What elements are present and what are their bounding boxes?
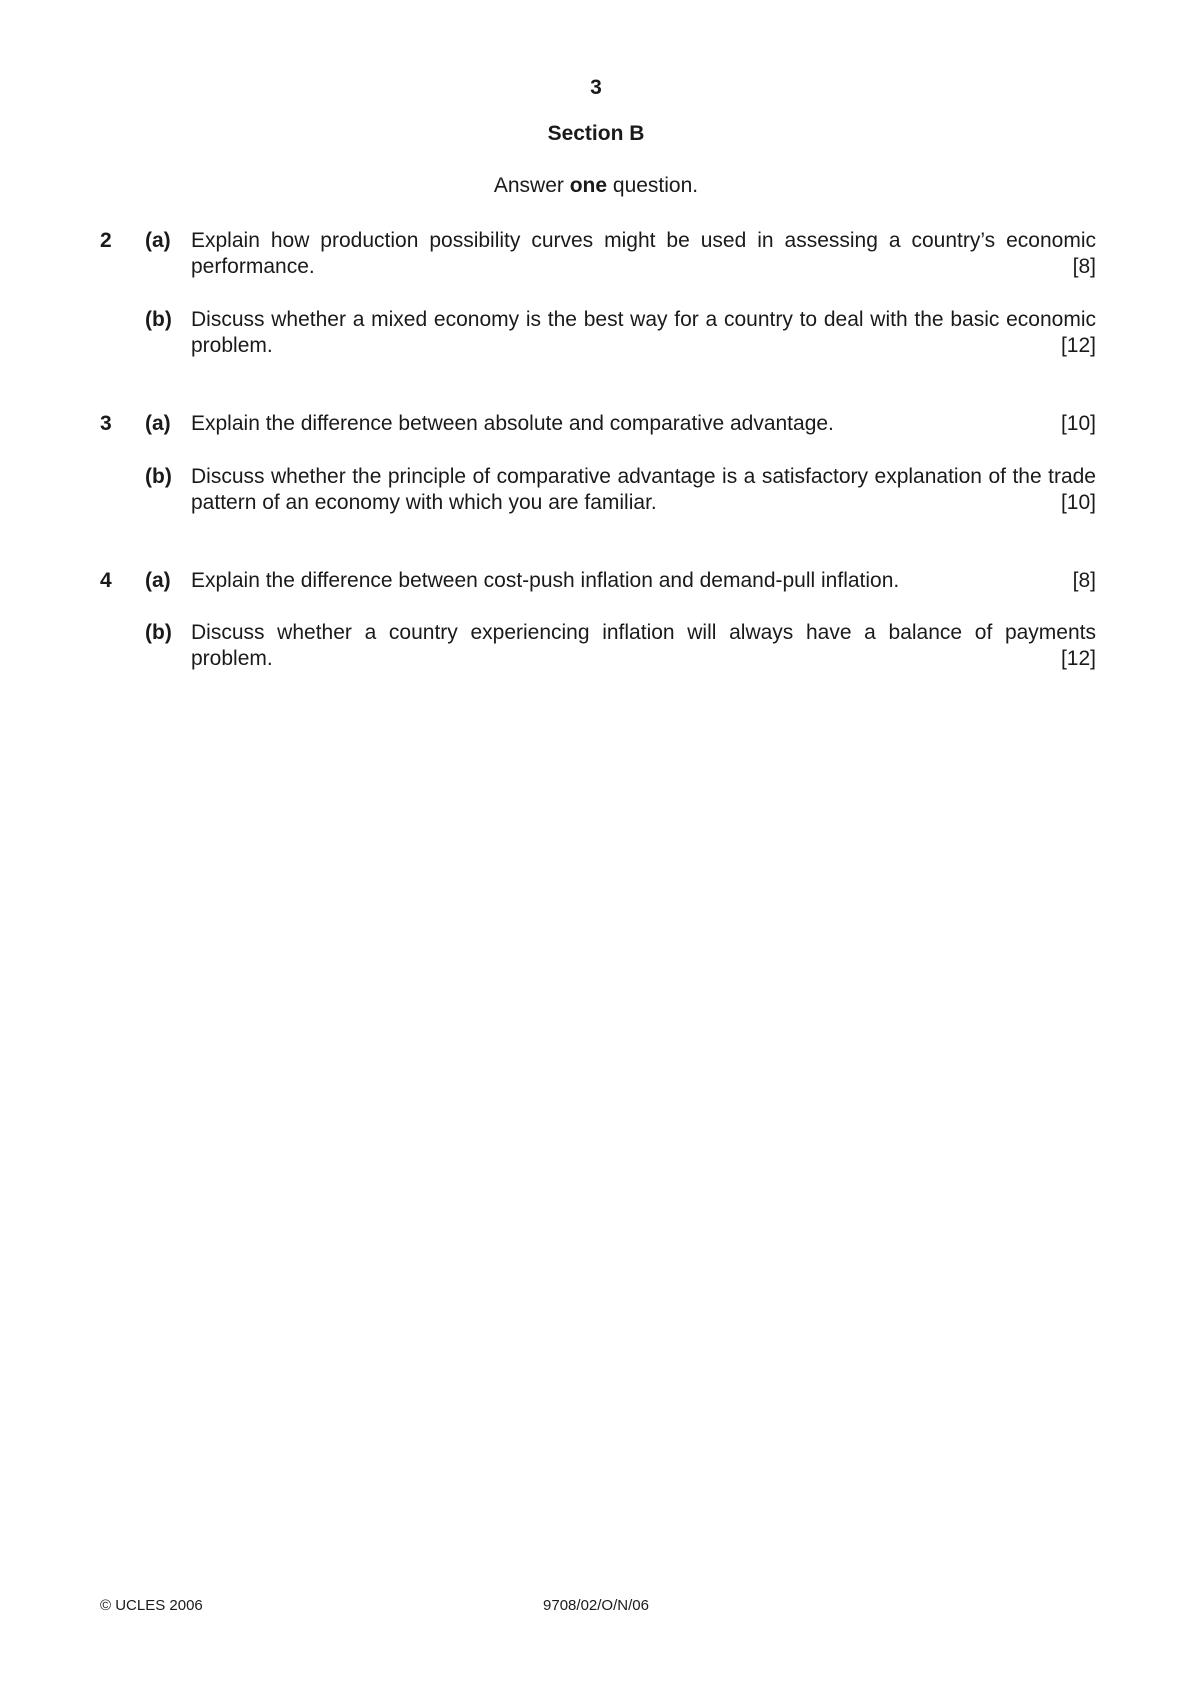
part-text: Explain how production possibility curves might be used in assessing a country’s economic performance. bbox=[191, 229, 1096, 278]
part-mark: [8] bbox=[1072, 255, 1096, 278]
instruction-emphasis: one bbox=[569, 174, 608, 197]
part-label: (b) bbox=[145, 621, 172, 644]
paper-code: 9708/02/O/N/06 bbox=[543, 1597, 649, 1614]
instruction bbox=[0, 174, 1192, 198]
part-mark: [10] bbox=[1060, 491, 1096, 514]
instruction-suffix: question. bbox=[607, 174, 699, 197]
copyright-notice: © UCLES 2006 bbox=[100, 1597, 203, 1614]
instruction-prefix: Answer bbox=[493, 174, 570, 197]
part-text: Explain the difference between cost-push inflation and demand-pull inflation. bbox=[191, 569, 900, 592]
section-title: Section B bbox=[547, 122, 645, 145]
part-label: (a) bbox=[145, 229, 171, 252]
part-label: (b) bbox=[145, 308, 172, 331]
part-mark: [10] bbox=[1060, 412, 1096, 435]
page-number: 3 bbox=[590, 76, 602, 99]
part-text: Discuss whether a mixed economy is the best way for a country to deal with the basic economic problem. bbox=[191, 308, 1096, 357]
part-text: Explain the difference between absolute and comparative advantage. bbox=[191, 412, 834, 435]
part-mark: [8] bbox=[1072, 569, 1096, 592]
part-mark: [12] bbox=[1060, 334, 1096, 357]
question-number: 3 bbox=[100, 412, 112, 435]
part-label: (b) bbox=[145, 465, 172, 488]
part-text: Discuss whether a country experiencing inflation will always have a balance of payments problem. bbox=[191, 621, 1096, 670]
part-label: (a) bbox=[145, 569, 171, 592]
question-number: 2 bbox=[100, 229, 112, 252]
question-number: 4 bbox=[100, 569, 112, 592]
part-text: Discuss whether the principle of comparative advantage is a satisfactory explanation of the trade pattern of an economy with which you are familiar. bbox=[191, 465, 1096, 514]
part-mark: [12] bbox=[1060, 647, 1096, 670]
part-label: (a) bbox=[145, 412, 171, 435]
